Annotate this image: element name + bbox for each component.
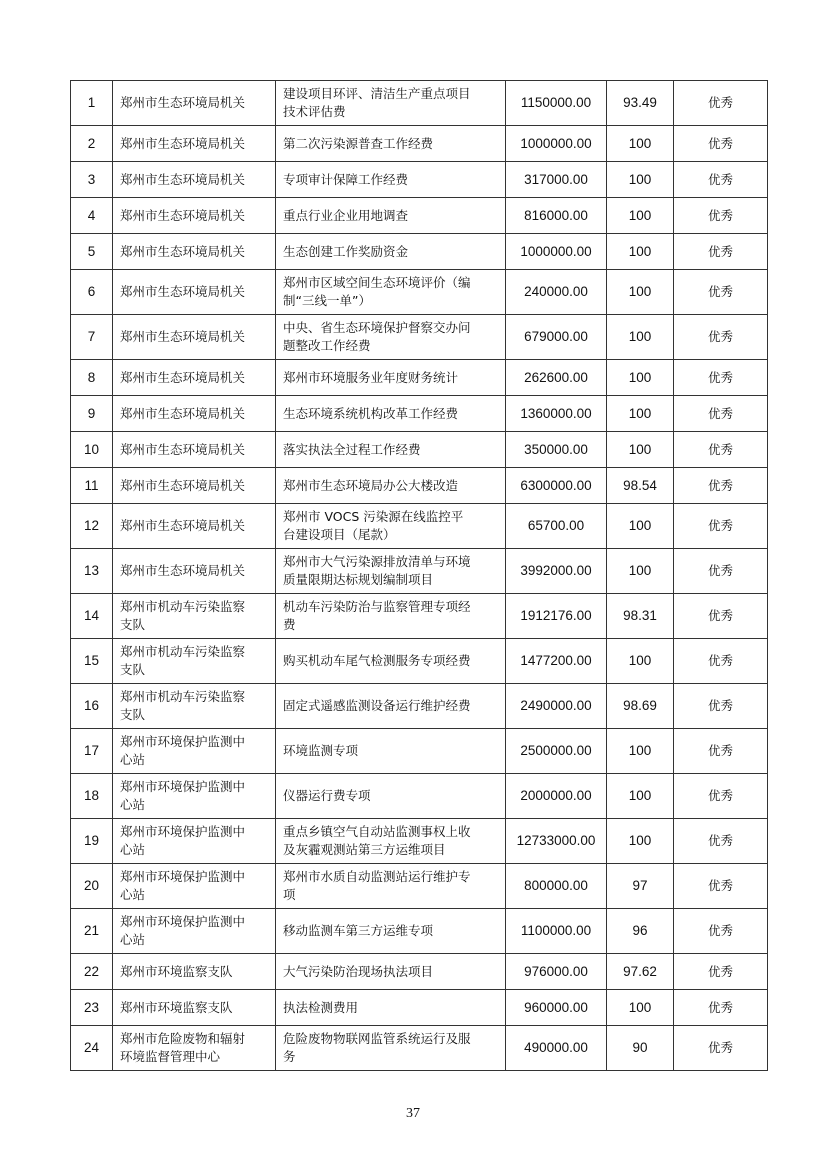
rating-cell: 优秀 <box>674 954 768 990</box>
project-name-cell: 大气污染防治现场执法项目 <box>276 954 506 990</box>
row-number-cell: 4 <box>71 198 113 234</box>
table-row <box>71 396 768 432</box>
rating-cell: 优秀 <box>674 126 768 162</box>
performance-table <box>70 80 768 1071</box>
score-cell: 100 <box>607 198 674 234</box>
row-number-cell: 18 <box>71 774 113 819</box>
project-name-cell: 固定式遥感监测设备运行维护经费 <box>276 684 506 729</box>
score-cell: 93.49 <box>607 81 674 126</box>
row-number-cell: 1 <box>71 81 113 126</box>
unit-name-cell: 郑州市生态环境局机关 <box>113 432 276 468</box>
amount-cell: 1000000.00 <box>506 126 607 162</box>
rating-cell: 优秀 <box>674 594 768 639</box>
score-cell: 100 <box>607 819 674 864</box>
unit-name-cell: 郑州市环境保护监测中 心站 <box>113 774 276 819</box>
amount-cell: 65700.00 <box>506 504 607 549</box>
score-cell: 100 <box>607 774 674 819</box>
score-cell: 90 <box>607 1026 674 1071</box>
score-cell: 97.62 <box>607 954 674 990</box>
unit-name-cell: 郑州市环境监察支队 <box>113 990 276 1026</box>
unit-name-cell: 郑州市生态环境局机关 <box>113 396 276 432</box>
unit-name-cell: 郑州市生态环境局机关 <box>113 162 276 198</box>
project-name-cell: 郑州市生态环境局办公大楼改造 <box>276 468 506 504</box>
rating-cell: 优秀 <box>674 234 768 270</box>
rating-cell: 优秀 <box>674 819 768 864</box>
rating-cell: 优秀 <box>674 549 768 594</box>
table-row <box>71 990 768 1026</box>
table-row <box>71 432 768 468</box>
unit-name-cell: 郑州市危险废物和辐射 环境监督管理中心 <box>113 1026 276 1071</box>
row-number-cell: 9 <box>71 396 113 432</box>
amount-cell: 262600.00 <box>506 360 607 396</box>
project-name-cell: 生态环境系统机构改革工作经费 <box>276 396 506 432</box>
unit-name-cell: 郑州市生态环境局机关 <box>113 270 276 315</box>
project-name-cell: 建设项目环评、清洁生产重点项目 技术评估费 <box>276 81 506 126</box>
table-row <box>71 819 768 864</box>
rating-cell: 优秀 <box>674 774 768 819</box>
rating-cell: 优秀 <box>674 729 768 774</box>
amount-cell: 240000.00 <box>506 270 607 315</box>
table-row <box>71 684 768 729</box>
amount-cell: 12733000.00 <box>506 819 607 864</box>
table-row <box>71 270 768 315</box>
amount-cell: 3992000.00 <box>506 549 607 594</box>
score-cell: 100 <box>607 360 674 396</box>
unit-name-cell: 郑州市生态环境局机关 <box>113 360 276 396</box>
table-row <box>71 126 768 162</box>
rating-cell: 优秀 <box>674 432 768 468</box>
unit-name-cell: 郑州市生态环境局机关 <box>113 468 276 504</box>
row-number-cell: 8 <box>71 360 113 396</box>
score-cell: 98.31 <box>607 594 674 639</box>
score-cell: 100 <box>607 396 674 432</box>
unit-name-cell: 郑州市环境保护监测中 心站 <box>113 819 276 864</box>
rating-cell: 优秀 <box>674 864 768 909</box>
row-number-cell: 20 <box>71 864 113 909</box>
project-name-cell: 郑州市大气污染源排放清单与环境 质量限期达标规划编制项目 <box>276 549 506 594</box>
unit-name-cell: 郑州市环境保护监测中 心站 <box>113 864 276 909</box>
rating-cell: 优秀 <box>674 504 768 549</box>
unit-name-cell: 郑州市生态环境局机关 <box>113 198 276 234</box>
amount-cell: 6300000.00 <box>506 468 607 504</box>
amount-cell: 490000.00 <box>506 1026 607 1071</box>
amount-cell: 679000.00 <box>506 315 607 360</box>
table-body <box>71 81 768 1071</box>
project-name-cell: 执法检测费用 <box>276 990 506 1026</box>
table-row <box>71 81 768 126</box>
unit-name-cell: 郑州市生态环境局机关 <box>113 234 276 270</box>
table-row <box>71 1026 768 1071</box>
project-name-cell: 专项审计保障工作经费 <box>276 162 506 198</box>
score-cell: 100 <box>607 432 674 468</box>
score-cell: 98.69 <box>607 684 674 729</box>
score-cell: 96 <box>607 909 674 954</box>
row-number-cell: 2 <box>71 126 113 162</box>
project-name-cell: 机动车污染防治与监察管理专项经 费 <box>276 594 506 639</box>
table-row <box>71 594 768 639</box>
table-row <box>71 729 768 774</box>
score-cell: 100 <box>607 639 674 684</box>
page-number: 37 <box>406 1106 420 1121</box>
unit-name-cell: 郑州市生态环境局机关 <box>113 549 276 594</box>
unit-name-cell: 郑州市环境保护监测中 心站 <box>113 729 276 774</box>
project-name-cell: 落实执法全过程工作经费 <box>276 432 506 468</box>
table-row <box>71 549 768 594</box>
row-number-cell: 6 <box>71 270 113 315</box>
rating-cell: 优秀 <box>674 270 768 315</box>
table-row <box>71 315 768 360</box>
amount-cell: 976000.00 <box>506 954 607 990</box>
score-cell: 97 <box>607 864 674 909</box>
table-row <box>71 504 768 549</box>
row-number-cell: 3 <box>71 162 113 198</box>
table-row <box>71 864 768 909</box>
project-name-cell: 中央、省生态环境保护督察交办问 题整改工作经费 <box>276 315 506 360</box>
table-row <box>71 198 768 234</box>
rating-cell: 优秀 <box>674 198 768 234</box>
rating-cell: 优秀 <box>674 162 768 198</box>
rating-cell: 优秀 <box>674 639 768 684</box>
score-cell: 100 <box>607 126 674 162</box>
project-name-cell: 仪器运行费专项 <box>276 774 506 819</box>
row-number-cell: 24 <box>71 1026 113 1071</box>
row-number-cell: 21 <box>71 909 113 954</box>
amount-cell: 1000000.00 <box>506 234 607 270</box>
score-cell: 100 <box>607 729 674 774</box>
amount-cell: 350000.00 <box>506 432 607 468</box>
unit-name-cell: 郑州市环境监察支队 <box>113 954 276 990</box>
row-number-cell: 16 <box>71 684 113 729</box>
score-cell: 100 <box>607 504 674 549</box>
table-row <box>71 909 768 954</box>
amount-cell: 1912176.00 <box>506 594 607 639</box>
score-cell: 100 <box>607 162 674 198</box>
rating-cell: 优秀 <box>674 396 768 432</box>
table-row <box>71 162 768 198</box>
rating-cell: 优秀 <box>674 909 768 954</box>
row-number-cell: 17 <box>71 729 113 774</box>
score-cell: 100 <box>607 270 674 315</box>
row-number-cell: 13 <box>71 549 113 594</box>
score-cell: 100 <box>607 549 674 594</box>
score-cell: 100 <box>607 315 674 360</box>
amount-cell: 1150000.00 <box>506 81 607 126</box>
row-number-cell: 5 <box>71 234 113 270</box>
unit-name-cell: 郑州市生态环境局机关 <box>113 126 276 162</box>
unit-name-cell: 郑州市机动车污染监察 支队 <box>113 639 276 684</box>
rating-cell: 优秀 <box>674 1026 768 1071</box>
row-number-cell: 22 <box>71 954 113 990</box>
amount-cell: 2000000.00 <box>506 774 607 819</box>
unit-name-cell: 郑州市生态环境局机关 <box>113 504 276 549</box>
rating-cell: 优秀 <box>674 360 768 396</box>
project-name-cell: 郑州市水质自动监测站运行维护专 项 <box>276 864 506 909</box>
row-number-cell: 10 <box>71 432 113 468</box>
amount-cell: 2500000.00 <box>506 729 607 774</box>
amount-cell: 317000.00 <box>506 162 607 198</box>
row-number-cell: 14 <box>71 594 113 639</box>
project-name-cell: 生态创建工作奖励资金 <box>276 234 506 270</box>
row-number-cell: 12 <box>71 504 113 549</box>
project-name-cell: 重点乡镇空气自动站监测事权上收 及灰霾观测站第三方运维项目 <box>276 819 506 864</box>
project-name-cell: 郑州市区域空间生态环境评价（编 制“三线一单”） <box>276 270 506 315</box>
project-name-cell: 危险废物物联网监管系统运行及服 务 <box>276 1026 506 1071</box>
amount-cell: 960000.00 <box>506 990 607 1026</box>
score-cell: 100 <box>607 990 674 1026</box>
rating-cell: 优秀 <box>674 468 768 504</box>
unit-name-cell: 郑州市生态环境局机关 <box>113 81 276 126</box>
row-number-cell: 11 <box>71 468 113 504</box>
project-name-cell: 重点行业企业用地调查 <box>276 198 506 234</box>
table-row <box>71 639 768 684</box>
rating-cell: 优秀 <box>674 684 768 729</box>
table-row <box>71 234 768 270</box>
unit-name-cell: 郑州市环境保护监测中 心站 <box>113 909 276 954</box>
row-number-cell: 23 <box>71 990 113 1026</box>
amount-cell: 1100000.00 <box>506 909 607 954</box>
unit-name-cell: 郑州市机动车污染监察 支队 <box>113 684 276 729</box>
score-cell: 100 <box>607 234 674 270</box>
row-number-cell: 15 <box>71 639 113 684</box>
row-number-cell: 19 <box>71 819 113 864</box>
amount-cell: 1477200.00 <box>506 639 607 684</box>
project-name-cell: 郑州市 VOCS 污染源在线监控平 台建设项目（尾款） <box>276 504 506 549</box>
table-row <box>71 954 768 990</box>
table-row <box>71 360 768 396</box>
score-cell: 98.54 <box>607 468 674 504</box>
project-name-cell: 移动监测车第三方运维专项 <box>276 909 506 954</box>
rating-cell: 优秀 <box>674 81 768 126</box>
project-name-cell: 第二次污染源普查工作经费 <box>276 126 506 162</box>
project-name-cell: 购买机动车尾气检测服务专项经费 <box>276 639 506 684</box>
amount-cell: 800000.00 <box>506 864 607 909</box>
project-name-cell: 郑州市环境服务业年度财务统计 <box>276 360 506 396</box>
unit-name-cell: 郑州市生态环境局机关 <box>113 315 276 360</box>
amount-cell: 2490000.00 <box>506 684 607 729</box>
table-row <box>71 468 768 504</box>
amount-cell: 1360000.00 <box>506 396 607 432</box>
project-name-cell: 环境监测专项 <box>276 729 506 774</box>
amount-cell: 816000.00 <box>506 198 607 234</box>
table-row <box>71 774 768 819</box>
row-number-cell: 7 <box>71 315 113 360</box>
rating-cell: 优秀 <box>674 990 768 1026</box>
rating-cell: 优秀 <box>674 315 768 360</box>
unit-name-cell: 郑州市机动车污染监察 支队 <box>113 594 276 639</box>
